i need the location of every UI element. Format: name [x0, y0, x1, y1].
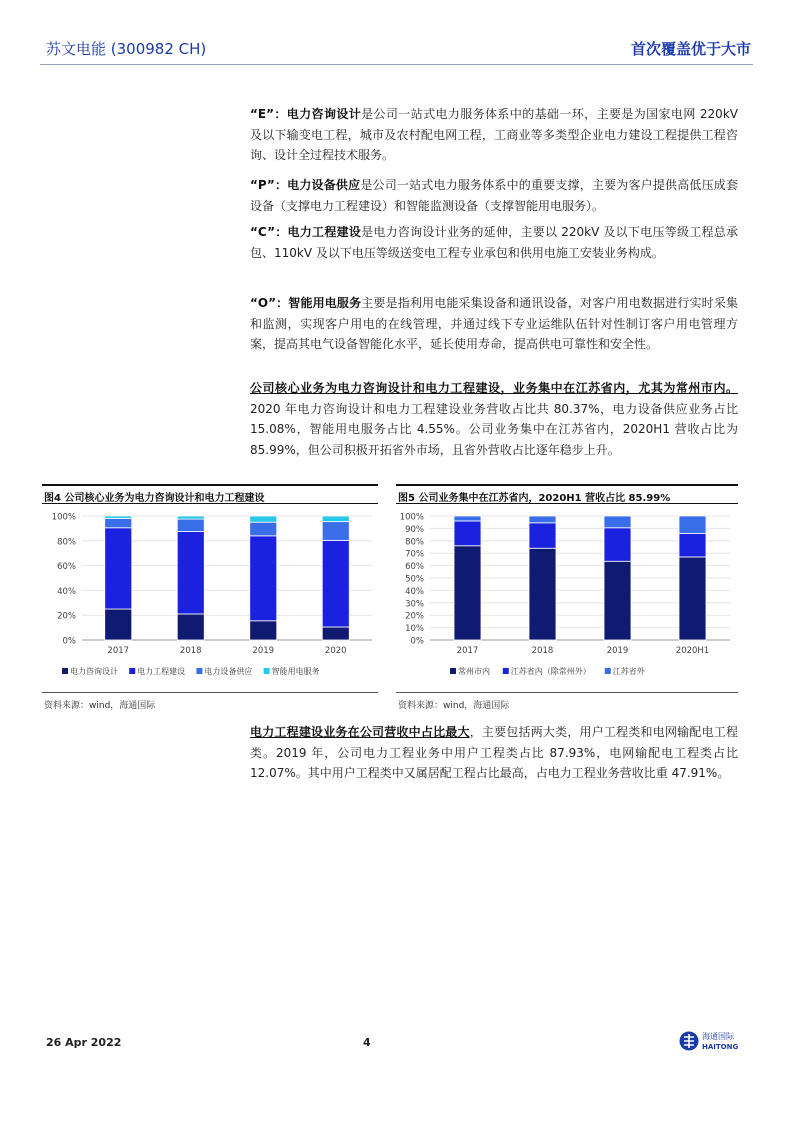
fig4-chart	[42, 508, 382, 688]
para-o-text: 主要是指利用电能采集设备和通讯设备，对客户用电数据进行实时采集和监测，实现客户用电的在线管理，并通过线下专业运维队伍针对性制订客户用电管理方案，提高其电气设备智能化水平，延长使用寿命，提高供电可靠性和安全性。	[250, 296, 738, 351]
haitong-logo-en: HAITONG	[702, 1043, 739, 1051]
fig5-chart	[396, 508, 738, 688]
y-tick-label: 30%	[405, 599, 424, 610]
y-tick-label: 80%	[57, 537, 76, 548]
legend-swatch	[450, 668, 456, 674]
y-tick-label: 20%	[405, 611, 424, 622]
para-o-label: “O”：	[250, 296, 289, 310]
legend-swatch	[62, 668, 68, 674]
bar-segment	[679, 533, 706, 557]
bar-segment	[105, 518, 132, 527]
paragraph-o	[250, 293, 738, 355]
company-ticker: 苏文电能 (300982 CH)	[46, 40, 207, 58]
y-tick-label: 100%	[51, 512, 76, 523]
para-eng-heading: 电力工程建设业务在公司营收中占比最大	[250, 725, 470, 739]
para-core-text: 2020 年电力咨询设计和电力工程建设业务营收占比共 80.37%，电力设备供应业务占比 15.08%，智能用电服务占比 4.55%。公司业务集中在江苏省内，2020H1 营收占比为 85.99%，但公司积极开拓省外市场，且省外营收占比逐年稳步上升。	[250, 401, 738, 457]
x-tick-label: 2018	[531, 646, 554, 656]
x-tick-label: 2017	[107, 646, 130, 656]
y-tick-label: 0%	[410, 636, 424, 647]
bar-segment	[322, 540, 349, 627]
footer-date: 26 Apr 2022	[46, 1036, 122, 1049]
legend-label: 智能用电服务	[271, 667, 320, 676]
bar-segment	[454, 516, 481, 521]
y-tick-label: 60%	[57, 562, 76, 573]
bar-segment	[604, 516, 631, 528]
legend-swatch	[605, 668, 611, 674]
para-p-heading: 电力设备供应	[287, 178, 361, 192]
bar-segment	[454, 521, 481, 546]
bar-segment	[529, 523, 556, 548]
fig5-source: 资料来源：wind，海通国际	[398, 701, 510, 711]
page-number: 4	[363, 1036, 371, 1049]
paragraph-e	[250, 104, 738, 166]
fig4-source: 资料来源：wind，海通国际	[44, 701, 156, 711]
x-tick-label: 2020H1	[675, 646, 710, 656]
y-tick-label: 10%	[405, 624, 424, 635]
para-e-label: “E”：	[250, 107, 287, 121]
y-tick-label: 100%	[399, 512, 424, 523]
x-tick-label: 2017	[456, 646, 479, 656]
legend-label: 江苏省外	[612, 667, 645, 676]
para-c-label: “C”：	[250, 225, 288, 239]
bar-segment	[177, 532, 204, 614]
para-c-heading: 电力工程建设	[287, 225, 362, 239]
bar-segment	[105, 516, 132, 518]
legend-swatch	[196, 668, 202, 674]
bar-segment	[250, 522, 277, 536]
x-tick-label: 2020	[324, 646, 347, 656]
haitong-logo-cn: 海通国际	[702, 1032, 734, 1041]
y-tick-label: 90%	[405, 524, 424, 535]
bar-segment	[454, 546, 481, 640]
para-core-heading: 公司核心业务为电力咨询设计和电力工程建设，业务集中在江苏省内，尤其为常州市内。	[250, 381, 738, 395]
bar-segment	[105, 528, 132, 609]
legend-label: 电力设备供应	[204, 667, 253, 676]
para-c-text: 是电力咨询设计业务的延伸，主要以 220kV 及以下电压等级工程总承包、110kV 及以下电压等级送变电工程专业承包和供用电施工安装业务构成。	[250, 225, 738, 260]
legend-swatch	[129, 668, 135, 674]
bar-segment	[529, 516, 556, 523]
legend-label: 江苏省内（除常州外）	[510, 667, 591, 676]
y-tick-label: 40%	[405, 586, 424, 597]
y-tick-label: 0%	[62, 636, 76, 647]
fig5-title: 图5 公司业务集中在江苏省内，2020H1 营收占比 85.99%	[396, 484, 738, 504]
bar-segment	[177, 614, 204, 640]
para-o-heading: 智能用电服务	[288, 296, 362, 310]
bar-segment	[322, 627, 349, 640]
bar-segment	[250, 516, 277, 522]
bar-segment	[322, 516, 349, 522]
para-eng-text: ，主要包括两大类，用户工程类和电网输配电工程类。2019 年，公司电力工程业务中用户工程类占比 87.93%，电网输配电工程类占比 12.07%。其中用户工程类中又属居配工程占比最高，占电力工程业务营收比重 47.91%。	[250, 725, 738, 780]
bar-segment	[105, 609, 132, 640]
haitong-logo	[678, 1030, 748, 1052]
legend-label: 电力工程建设	[137, 667, 186, 676]
para-p-label: “P”：	[250, 178, 288, 192]
bar-segment	[250, 536, 277, 621]
legend-swatch	[264, 668, 270, 674]
x-tick-label: 2019	[606, 646, 629, 656]
para-e-heading: 电力咨询设计	[286, 107, 362, 121]
x-tick-label: 2018	[179, 646, 202, 656]
y-tick-label: 50%	[405, 574, 424, 585]
y-tick-label: 20%	[57, 611, 76, 622]
y-tick-label: 40%	[57, 586, 76, 597]
bar-segment	[679, 516, 706, 533]
fig4-title: 图4 公司核心业务为电力咨询设计和电力工程建设	[42, 484, 378, 504]
bar-segment	[604, 561, 631, 640]
bar-segment	[604, 528, 631, 561]
y-tick-label: 70%	[405, 549, 424, 560]
bar-segment	[177, 519, 204, 531]
legend-label: 常州市内	[458, 667, 490, 676]
y-tick-label: 60%	[405, 562, 424, 573]
bar-segment	[177, 516, 204, 519]
bar-segment	[679, 557, 706, 640]
paragraph-engineering	[250, 722, 738, 784]
paragraph-c	[250, 222, 738, 263]
paragraph-core-business	[250, 378, 738, 460]
report-rating-title: 首次覆盖优于大市	[630, 40, 751, 58]
header-divider	[40, 64, 753, 65]
x-tick-label: 2019	[252, 646, 275, 656]
y-tick-label: 80%	[405, 537, 424, 548]
para-e-text: 是公司一站式电力服务体系中的基础一环，主要是为国家电网 220kV 及以下输变电工程，城市及农村配电网工程，工商业等多类型企业电力建设工程提供工程咨询、设计全过程技术服务。	[250, 107, 738, 162]
paragraph-p	[250, 175, 738, 216]
legend-swatch	[503, 668, 509, 674]
bar-segment	[322, 522, 349, 541]
fig5-source-divider	[396, 692, 738, 693]
legend-label: 电力咨询设计	[70, 667, 118, 676]
bar-segment	[250, 621, 277, 640]
para-p-text: 是公司一站式电力服务体系中的重要支撑，主要为客户提供高低压成套设备（支撑电力工程建设）和智能监测设备（支撑智能用电服务）。	[250, 178, 738, 213]
bar-segment	[529, 548, 556, 640]
fig4-source-divider	[42, 692, 378, 693]
